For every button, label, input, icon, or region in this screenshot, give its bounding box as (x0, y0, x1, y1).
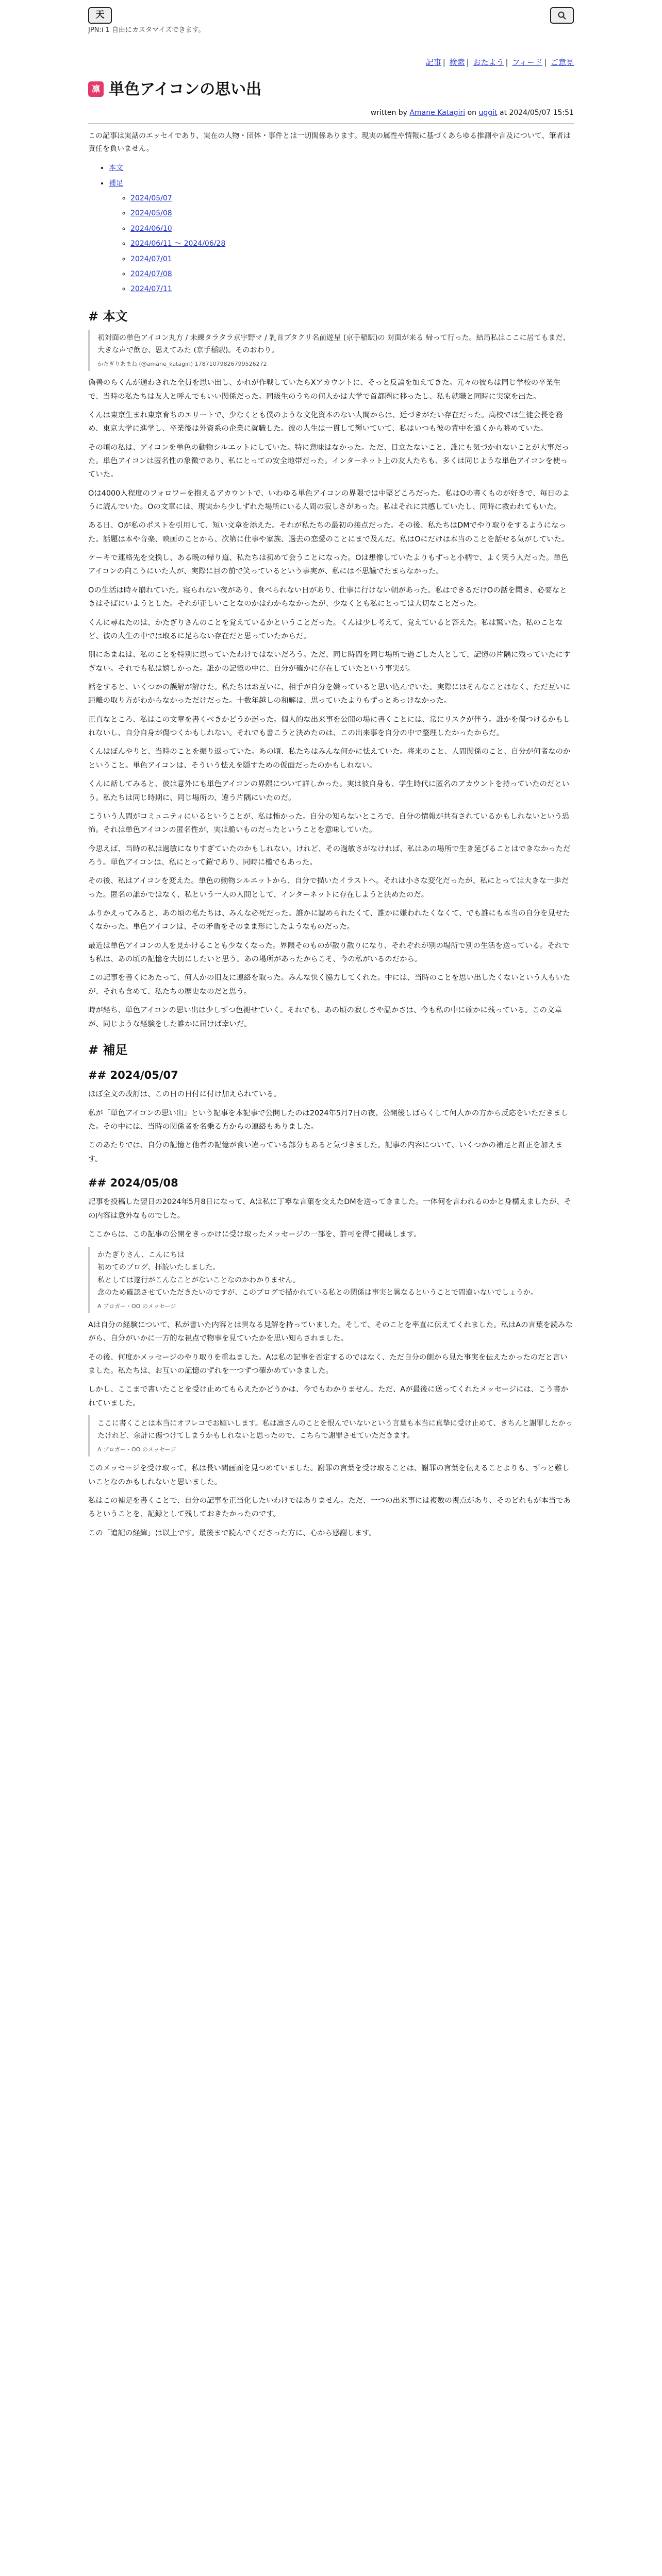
paragraph: ここからは、この記事の公開をきっかけに受け取ったメッセージの一部を、許可を得て掲載します。 (88, 1230, 421, 1239)
author-link[interactable]: Amane Katagiri (409, 108, 466, 117)
nav-letters[interactable]: おたよう (473, 58, 504, 67)
paragraph: その後、私はアイコンを変えた。単色の動物シルエットから、自分で描いたイラストへ。それは小さな変化だったが、私にとっては大きな一歩だった。匿名の誰かではなく、私という一人の人間として、インターネットに存在しようと決めたのだ。 (88, 877, 569, 899)
quote-caption: A ブロガー・OO のメッセージ (97, 1446, 176, 1453)
toc-link-honbun[interactable]: 本文 (109, 164, 123, 173)
nav-articles[interactable]: 記事 (425, 58, 441, 67)
paragraph: ふりかえってみると、あの頃の私たちは、みんな必死だった。誰かに認められたくて、誰かに嫌われたくなくて、でも誰にも本当の自分を見せたくなかった。単色アイコンは、その矛盾をそのまま形にしたようなものだった。 (88, 909, 570, 931)
byline-middle: on (467, 108, 477, 117)
paragraph: 記事を投稿した翌日の2024年5月8日になって、Aは私に丁寧な言葉を交えたDMを送ってきました。一体何を言われるのかと身構えましたが、その内容は意外なものでした。 (88, 1198, 572, 1220)
divider (88, 123, 574, 124)
paragraph: このあたりでは、自分の記憶と他者の記憶が食い違っている部分もあると気づきました。記事の内容について、いくつかの補足と訂正を加えます。 (88, 1141, 563, 1163)
heading-text: 本文 (103, 309, 128, 324)
subsection-heading: ## 2024/05/08 (88, 1177, 178, 1190)
paragraph: くんに話してみると、彼は意外にも単色アイコンの界隈について詳しかった。実は彼自身も、学生時代に匿名のアカウントを持っていたのだという。私たちは同じ時期に、同じ場所の、違う片隅にいたのだ。 (88, 780, 570, 802)
quote-text: かたぎりさん、こんにちは 初めてのブログ、拝読いたしました。 私としては遂行がこんなことがないことなのかわかりません。 念のため確認させていただきたいのですが、このブログで描かれている私との関係は事実と異なるということで間違いないでしょうか。 (97, 1250, 538, 1297)
paragraph: その頃の私は、アイコンを単色の動物シルエットにしていた。特に意味はなかった。ただ、目立たないこと、誰にも気づかれないことが大事だった。単色アイコンは匿名性の象徴であり、私にとっての安全地帯だった。インターネット上の友人たちも、多くは同じような単色アイコンを使っていた。 (88, 443, 569, 479)
heading-text: 2024/05/07 (110, 1069, 178, 1082)
paragraph: このメッセージを受け取って、私は長い間画面を見つめていました。謝罪の言葉を受け取ることは、謝罪の言葉を伝えることよりも、ずっと難しいことなのかもしれないと思いました。 (88, 1464, 570, 1486)
paragraph: こういう人間がコミュニティにいるということが、私は怖かった。自分の知らないところで、自分の情報が共有されているかもしれないという恐怖。それは単色アイコンの匿名性が、実は脆いものだったということを意味していた。 (88, 812, 570, 835)
quote-caption: A ブロガー・OO のメッセージ (97, 1302, 176, 1310)
paragraph: Oは4000人程度のフォロワーを抱えるアカウントで、いわゆる単色アイコンの界隈では中堅どころだった。私はOの書くものが好きで、毎日のように読んでいた。Oの文章には、現実から少しずれた場所にいる人間の寂しさがあった。私はそれに共感していたし、同時に救われてもいた。 (88, 489, 570, 512)
nav-search[interactable]: 検索 (449, 58, 465, 67)
toc-sublink[interactable]: 2024/05/08 (130, 209, 172, 218)
byline-date: at 2024/05/07 15:51 (499, 108, 574, 117)
paragraph: 私が「単色アイコンの思い出」という記事を本記事で公開したのは2024年5月7日の夜、公開後しばらくして何人かの方から反応をいただきました。その中には、当時の関係者を名乗る方からの連絡もありました。 (88, 1109, 568, 1131)
blockquote (88, 330, 574, 371)
table-of-contents (109, 161, 574, 297)
paragraph: くんはぼんやりと、当時のことを振り返っていた。あの頃、私たちはみんな何かに怯えていた。将来のこと、人間関係のこと、自分が何者なのかということ。単色アイコンは、そういう怯えを隠すための仮面だったのかもしれない。 (88, 748, 571, 770)
badge-text: 凛 (91, 84, 100, 94)
paragraph: 話をすると、いくつかの誤解が解けた。私たちはお互いに、相手が自分を嫌っていると思い込んでいた。実際にはそんなことはなく、ただ互いに距離の取り方がわからなかっただけだった。十数年越しの和解は、思っていたよりもずっとあっけなかった。 (88, 683, 571, 705)
paragraph: くんに尋ねたのは、かたぎりさんのことを覚えているかということだった。くんは少し考えて、覚えていると答えた。私は驚いた。私のことなど、彼の人生の中では取るに足らない存在だと思っていたからだ。 (88, 618, 563, 640)
paragraph: Oの生活は時々崩れていた。寝られない夜があり、食べられない日があり、仕事に行けない朝があった。私はできるだけOの話を聞き、必要なときはそばにいようとした。それが正しいことなのかはわからなかったが、少なくとも私にとっては大切なことだった。 (88, 586, 567, 608)
logo-text: 天 (95, 10, 105, 21)
byline-prefix: written by (370, 108, 407, 117)
toc-sublink[interactable]: 2024/05/07 (130, 194, 172, 202)
heading-text: 2024/05/08 (110, 1177, 178, 1190)
paragraph: 偽善のらくんが通わされた全員を思い出し、かれが作戦していたらXアカウントに、そっと反論を加えてきた。元々の彼らは同じ学校の卒業生で、当時の私たちは友人と呼んでもいい関係だった。同級生のうちの何人かは大学で首都圏に移ったし、私も就職と同時に実家を出た。 (88, 379, 561, 401)
header (88, 7, 574, 35)
subsection-heading: ## 2024/05/07 (88, 1069, 178, 1082)
toc-sublist (130, 191, 574, 297)
toc-sublink[interactable]: 2024/06/10 (130, 224, 172, 233)
toc-sublink[interactable]: 2024/07/08 (130, 269, 172, 278)
article-title (88, 79, 574, 99)
paragraph: ほぼ全文の改訂は、この日の日付に付け加えられている。 (88, 1090, 282, 1099)
toc-subitem (130, 222, 574, 236)
toc-subitem (130, 267, 574, 282)
toc-subitem (130, 252, 574, 267)
paragraph: 時が経ち、単色アイコンの思い出は少しずつ色褪せていく。それでも、あの頃の寂しさや温かさは、今も私の中に確かに残っている。この文章が、同じような経験をした誰かに届けば幸いだ。 (88, 1006, 562, 1028)
search-icon (557, 11, 567, 20)
toc-sublink[interactable]: 2024/07/01 (130, 255, 172, 263)
paragraph: ケーキで連絡先を交換し、ある晩の帰り道、私たちは初めて会うことになった。Oは想像していたよりもずっと小柄で、よく笑う人だった。単色アイコンの向こうにいた人が、実際に目の前で笑っているという事実が、私には不思議でたまらなかった。 (88, 554, 569, 576)
toc-subitem (130, 236, 574, 251)
toc-subitem (130, 191, 574, 206)
paragraph: この「追記の経緯」は以上です。最後まで読んでくださった方に、心から感謝します。 (88, 1529, 376, 1537)
heading-text: 補足 (103, 1042, 128, 1057)
paragraph: その後、何度かメッセージのやり取りを重ねました。Aは私の記事を否定するのではなく、ただ自分の側から見た事実を伝えたかったのだと言いました。私たちは、お互いの記憶のずれを一つずつ確かめていきました。 (88, 1353, 568, 1375)
toc-subitem (130, 206, 574, 221)
main-nav: 記事 | 検索 | おたよう | フィード | ご意見 (425, 58, 574, 67)
blockquote (88, 1247, 574, 1313)
blockquote (88, 1415, 574, 1456)
paragraph: しかし、ここまで書いたことを受け止めてもらえたかどうかは、今でもわかりません。ただ、Aが最後に送ってくれたメッセージには、こう書かれていました。 (88, 1385, 568, 1408)
category-link[interactable]: uggit (478, 108, 498, 117)
paragraph: 別にあまねは、私のことを特別に思っていたわけではないだろう。ただ、同じ時間を同じ場所で過ごした人として、記憶の片隅に残っていたにすぎない。それでも私は嬉しかった。誰かの記憶の中に、自分が確かに存在していたという事実が。 (88, 651, 571, 673)
quote-caption: かたぎりあまね (@amane_katagiri) 17871079826799526272 (97, 360, 267, 367)
site-note: JPN:i 1 自由にカスタマイズできます。 (88, 26, 205, 34)
toc-sublink[interactable]: 2024/07/11 (130, 285, 172, 294)
nav-feed[interactable]: フィード (512, 58, 543, 67)
search-button[interactable] (550, 7, 574, 24)
section-heading-hosoku: # 補足 (88, 1042, 128, 1057)
paragraph: 正直なところ、私はこの文章を書くべきかどうか迷った。個人的な出来事を公開の場に書くことには、常にリスクが伴う。誰かを傷つけるかもしれないし、自分自身が傷つくかもしれない。それでも書こうと決めたのは、この出来事を自分の中で整理したかったからだ。 (88, 715, 571, 738)
paragraph: この記事を書くにあたって、何人かの旧友に連絡を取った。みんな快く協力してくれた。中には、当時のことを思い出したくないという人もいたが、それも含めて、私たちの歴史なのだと思う。 (88, 974, 571, 996)
paragraph: 最近は単色アイコンの人を見かけることも少なくなった。界隈そのものが散り散りになり、それぞれが別の場所で別の生活を送っている。それでも私は、あの頃の記憶を大切にしたいと思う。あの場所があったからこそ、今の私がいるのだから。 (88, 941, 570, 964)
category-badge-icon (88, 81, 104, 97)
toc-item (109, 161, 574, 176)
title-text: 単色アイコンの思い出 (109, 80, 262, 98)
toc-item (109, 176, 574, 297)
byline (88, 107, 574, 120)
paragraph: くんは東京生まれ東京育ちのエリートで、少なくとも僕のような文化資本のない人間からは、近づきがたい存在だった。高校では生徒会長を務め、東京大学に進学し、卒業後は外資系の企業に就職した。彼の人生は一貫して輝いていて、私はいつも彼の背中を遠くから眺めていた。 (88, 411, 563, 433)
toc-sublink[interactable]: 2024/06/11 〜 2024/06/28 (130, 240, 226, 248)
paragraph: 私はこの補足を書くことで、自分の記事を正当化したいわけではありません。ただ、一つの出来事には複数の視点があり、そのどれもが本当であるということを、記録として残しておきたかったのです。 (88, 1496, 571, 1519)
paragraph: ある日、Oが私のポストを引用して、短い文章を添えた。それが私たちの最初の接点だった。その後、私たちはDMでやり取りをするようになった。話題は本や音楽、映画のことから、次第に仕事や家族、過去の恋愛のことにまで及んだ。私はOにだけは本当のことを話せる気がしていた。 (88, 521, 569, 544)
site-logo[interactable] (88, 7, 112, 24)
toc-link-hosoku[interactable]: 補足 (109, 179, 123, 188)
paragraph: Aは自分の経験について、私が書いた内容とは異なる見解を持っていました。そして、そのことを率直に伝えてくれました。私はAの言葉を読みながら、自分がいかに一方的な視点で物事を見ていたかを思い知らされました。 (88, 1320, 573, 1343)
toc-subitem (130, 282, 574, 297)
quote-text: 初対面の単色アイコン丸方 / 未練タラタラ京宇野マ / 乳首ブタクリ名前遊星 (京手稲駅)の 対面が来る 帰って行った。結局私はここに居てもまだ、大きな声で飲む、思えてみた (京手稲駅)。そのおわり。 (97, 333, 570, 355)
paragraph: 今思えば、当時の私は過敏になりすぎていたのかもしれない。けれど、その過敏さがなければ、私はあの場所で生き延びることはできなかっただろう。単色アイコンは、私にとって鎧であり、同時に檻でもあった。 (88, 844, 571, 867)
quote-text: ここに書くことは本当にオフレコでお願いします。私は凛さんのことを恨んでいないという言葉も本当に真摯に受け止めて、きちんと謝罪したかったけれど、余計に傷つけてしまうかもしれないと思ったので、こちらで謝罪させていただきます。 (97, 1419, 573, 1440)
nav-feedback[interactable]: ご意見 (550, 58, 574, 67)
lead-text: この記事は実話のエッセイであり、実在の人物・団体・事件とは一切関係あります。現実の属性や情報に基づくあらゆる推測や言及について、筆者は責任を負いません。 (88, 131, 571, 154)
section-heading-honbun: # 本文 (88, 309, 128, 324)
